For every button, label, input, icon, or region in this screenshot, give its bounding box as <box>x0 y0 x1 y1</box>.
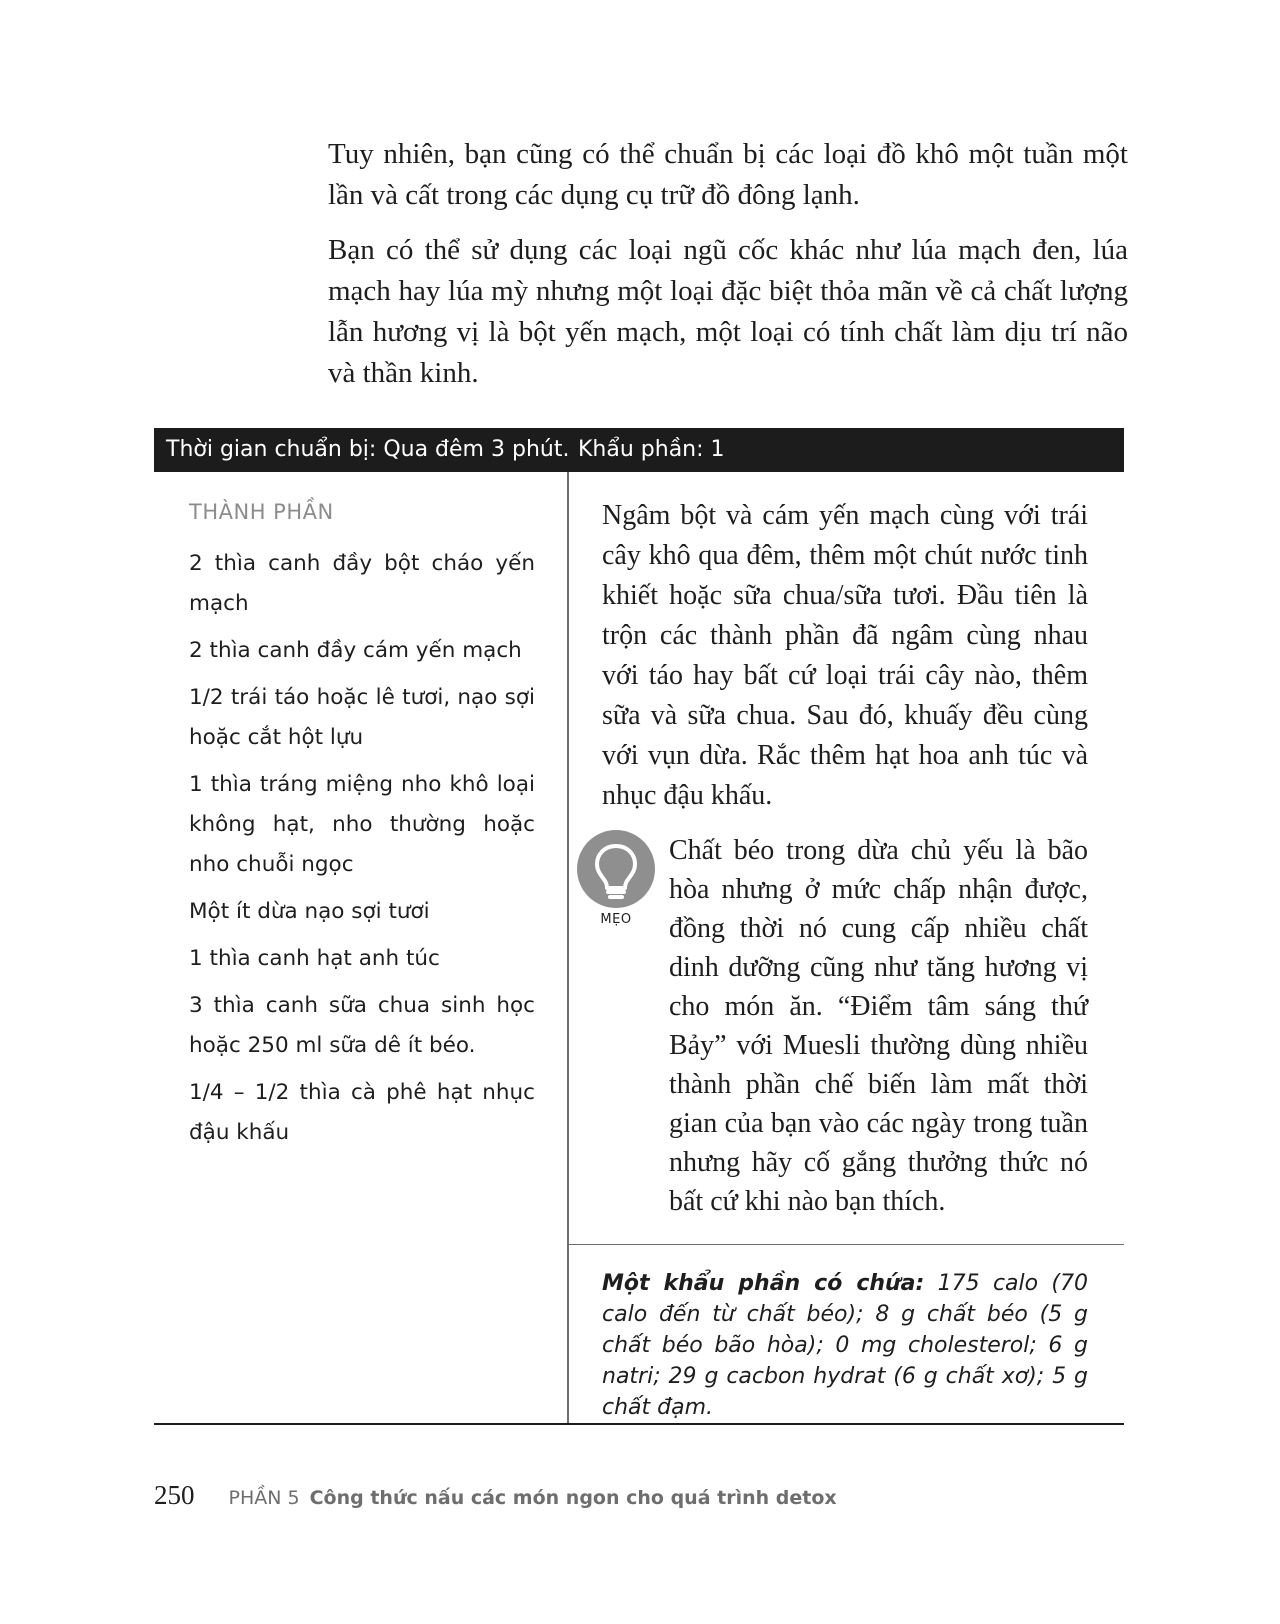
ingredients-title: THÀNH PHẦN <box>189 500 334 524</box>
lightbulb-icon <box>577 830 655 908</box>
ingredients-column <box>189 494 535 1160</box>
nutrition-values: 175 calo (70 calo đến từ chất béo); 8 g chất béo (5 g chất béo bão hòa); 0 mg cholesterol; 6 g natri; 29 g cacbon hydrat (6 g chất xơ); 5 g chất đạm. <box>602 1271 1089 1420</box>
ingredients-list <box>189 544 535 1153</box>
nutrition-info <box>602 1268 1088 1423</box>
nutrition-label: Một khẩu phần có chứa: <box>602 1271 925 1296</box>
intro-text <box>328 134 1128 408</box>
servings: Khẩu phần: 1 <box>578 437 725 462</box>
recipe-bottom-rule <box>154 1423 1124 1425</box>
intro-paragraph-1: Tuy nhiên, bạn cũng có thể chuẩn bị các loại đồ khô một tuần một lần và cất trong các dụng cụ trữ đồ đông lạnh. <box>328 138 1128 211</box>
recipe-info-bar <box>154 428 1124 472</box>
ingredient-item: 1 thìa tráng miệng nho khô loại không hạt, nho thường hoặc nho chuỗi ngọc <box>189 772 535 877</box>
column-divider <box>567 472 569 1423</box>
footer-chapter-title: Công thức nấu các món ngon cho quá trình detox <box>309 1487 837 1509</box>
ingredient-item: 3 thìa canh sữa chua sinh học hoặc 250 ml sữa dê ít béo. <box>189 993 535 1058</box>
footer-part: PHẦN 5 <box>228 1487 300 1509</box>
ingredient-item: 1 thìa canh hạt anh túc <box>189 946 440 971</box>
prep-time: Thời gian chuẩn bị: Qua đêm 3 phút. <box>166 437 570 462</box>
ingredient-item: 1/4 – 1/2 thìa cà phê hạt nhục đậu khấu <box>189 1080 535 1145</box>
page-footer <box>154 1480 837 1511</box>
nutrition-divider <box>569 1244 1124 1245</box>
tip-label: MẸO <box>600 912 632 927</box>
ingredient-item: 1/2 trái táo hoặc lê tươi, nạo sợi hoặc cắt hột lựu <box>189 685 535 750</box>
ingredient-item: Một ít dừa nạo sợi tươi <box>189 899 430 924</box>
tip-text: Chất béo trong dừa chủ yếu là bão hòa nhưng ở mức chấp nhận được, đồng thời nó cung cấp nhiều chất dinh dưỡng cũng như tăng hương vị cho món ăn. “Điểm tâm sáng thứ Bảy” với Muesli thường dùng nhiều thành phần chế biến làm mất thời gian của bạn vào các ngày trong tuần nhưng hãy cố gắng thưởng thức nó bất cứ khi nào bạn thích. <box>669 835 1088 1217</box>
ingredient-item: 2 thìa canh đầy cám yến mạch <box>189 638 522 663</box>
page-number: 250 <box>154 1480 195 1510</box>
intro-paragraph-2: Bạn có thể sử dụng các loại ngũ cốc khác như lúa mạch đen, lúa mạch hay lúa mỳ nhưng một loại đặc biệt thỏa mãn về cả chất lượng lẫn hương vị là bột yến mạch, một loại có tính chất làm dịu trí não và thần kinh. <box>328 234 1128 389</box>
method-text: Ngâm bột và cám yến mạch cùng với trái cây khô qua đêm, thêm một chút nước tinh khiết hoặc sữa chua/sữa tươi. Đầu tiên là trộn các thành phần đã ngâm cùng nhau với táo hay bất cứ loại trái cây nào, thêm sữa và sữa chua. Sau đó, khuấy đều cùng với vụn dừa. Rắc thêm hạt hoa anh túc và nhục đậu khấu. <box>602 500 1088 811</box>
ingredient-item: 2 thìa canh đầy bột cháo yến mạch <box>189 551 535 616</box>
